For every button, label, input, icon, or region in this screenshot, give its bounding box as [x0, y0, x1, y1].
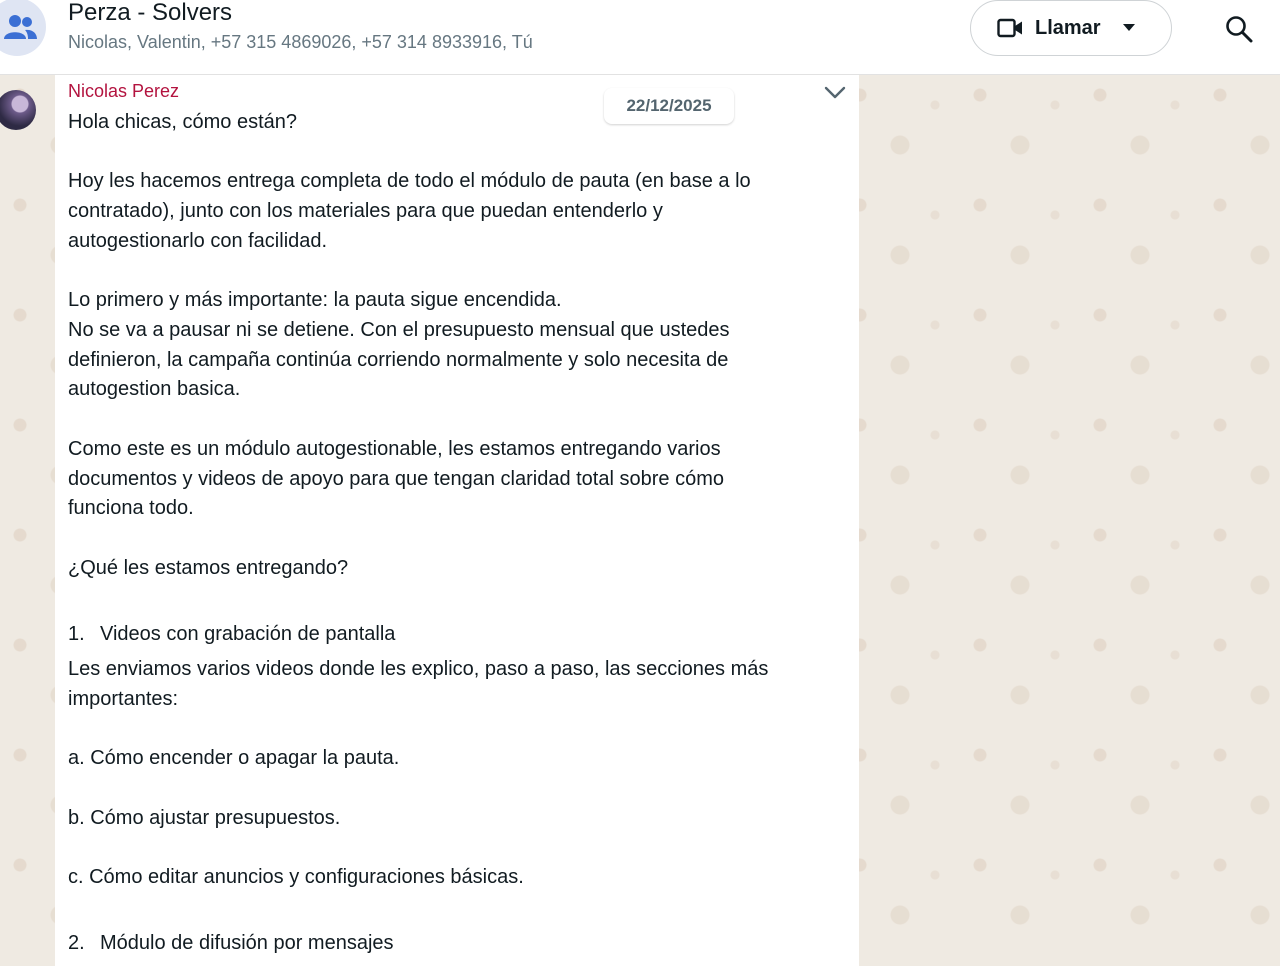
message-line: Lo primero y más importante: la pauta sigue encendida. [68, 289, 562, 311]
list-number: 2. [68, 932, 85, 954]
sub-list-item: a. Cómo encender o apagar la pauta. [68, 747, 400, 769]
group-avatar[interactable] [0, 0, 46, 56]
message-line: contratado), junto con los materiales para que puedan entenderlo y [68, 200, 663, 222]
message-line: No se va a pausar ni se detiene. Con el presupuesto mensual que ustedes [68, 319, 730, 341]
sender-name[interactable]: Nicolas Perez [68, 81, 180, 101]
list-number: 1. [68, 623, 85, 645]
date-divider: 22/12/2025 [604, 88, 734, 124]
message-line: importantes: [68, 688, 179, 710]
caret-down-icon[interactable] [1123, 24, 1135, 32]
list-item [68, 623, 395, 646]
message-line: Como este es un módulo autogestionable, les estamos entregando varios [68, 438, 721, 460]
video-camera-icon [997, 18, 1023, 38]
message-line: Les enviamos varios videos donde les explico, paso a paso, las secciones más [68, 658, 769, 680]
call-button[interactable] [970, 0, 1172, 56]
call-button-label: Llamar [1035, 16, 1101, 39]
sub-list-item: b. Cómo ajustar presupuestos. [68, 807, 341, 829]
message-line: definieron, la campaña continúa corriendo normalmente y solo necesita de [68, 349, 729, 371]
chat-participants[interactable]: Nicolas, Valentin, +57 315 4869026, +57 314 8933916, Tú [68, 32, 533, 52]
chat-title[interactable]: Perza - Solvers [68, 0, 233, 26]
list-text: Videos con grabación de pantalla [100, 623, 396, 645]
message-line: autogestionarlo con facilidad. [68, 230, 328, 252]
chat-header [0, 0, 1280, 75]
sub-list-item: c. Cómo editar anuncios y configuraciones básicas. [68, 866, 524, 888]
message-line: documentos y videos de apoyo para que tengan claridad total sobre cómo [68, 468, 724, 490]
message-line: Hola chicas, cómo están? [68, 111, 298, 133]
chevron-down-icon[interactable] [822, 82, 848, 104]
search-icon [1225, 15, 1253, 43]
list-text: Módulo de difusión por mensajes [100, 932, 394, 954]
group-icon [3, 13, 37, 41]
message-line: autogestion basica. [68, 378, 241, 400]
message-line: funciona todo. [68, 497, 194, 519]
list-item [68, 932, 394, 955]
search-button[interactable] [1222, 12, 1256, 46]
message-line: ¿Qué les estamos entregando? [68, 557, 349, 579]
message-line: Hoy les hacemos entrega completa de todo el módulo de pauta (en base a lo [68, 170, 751, 192]
